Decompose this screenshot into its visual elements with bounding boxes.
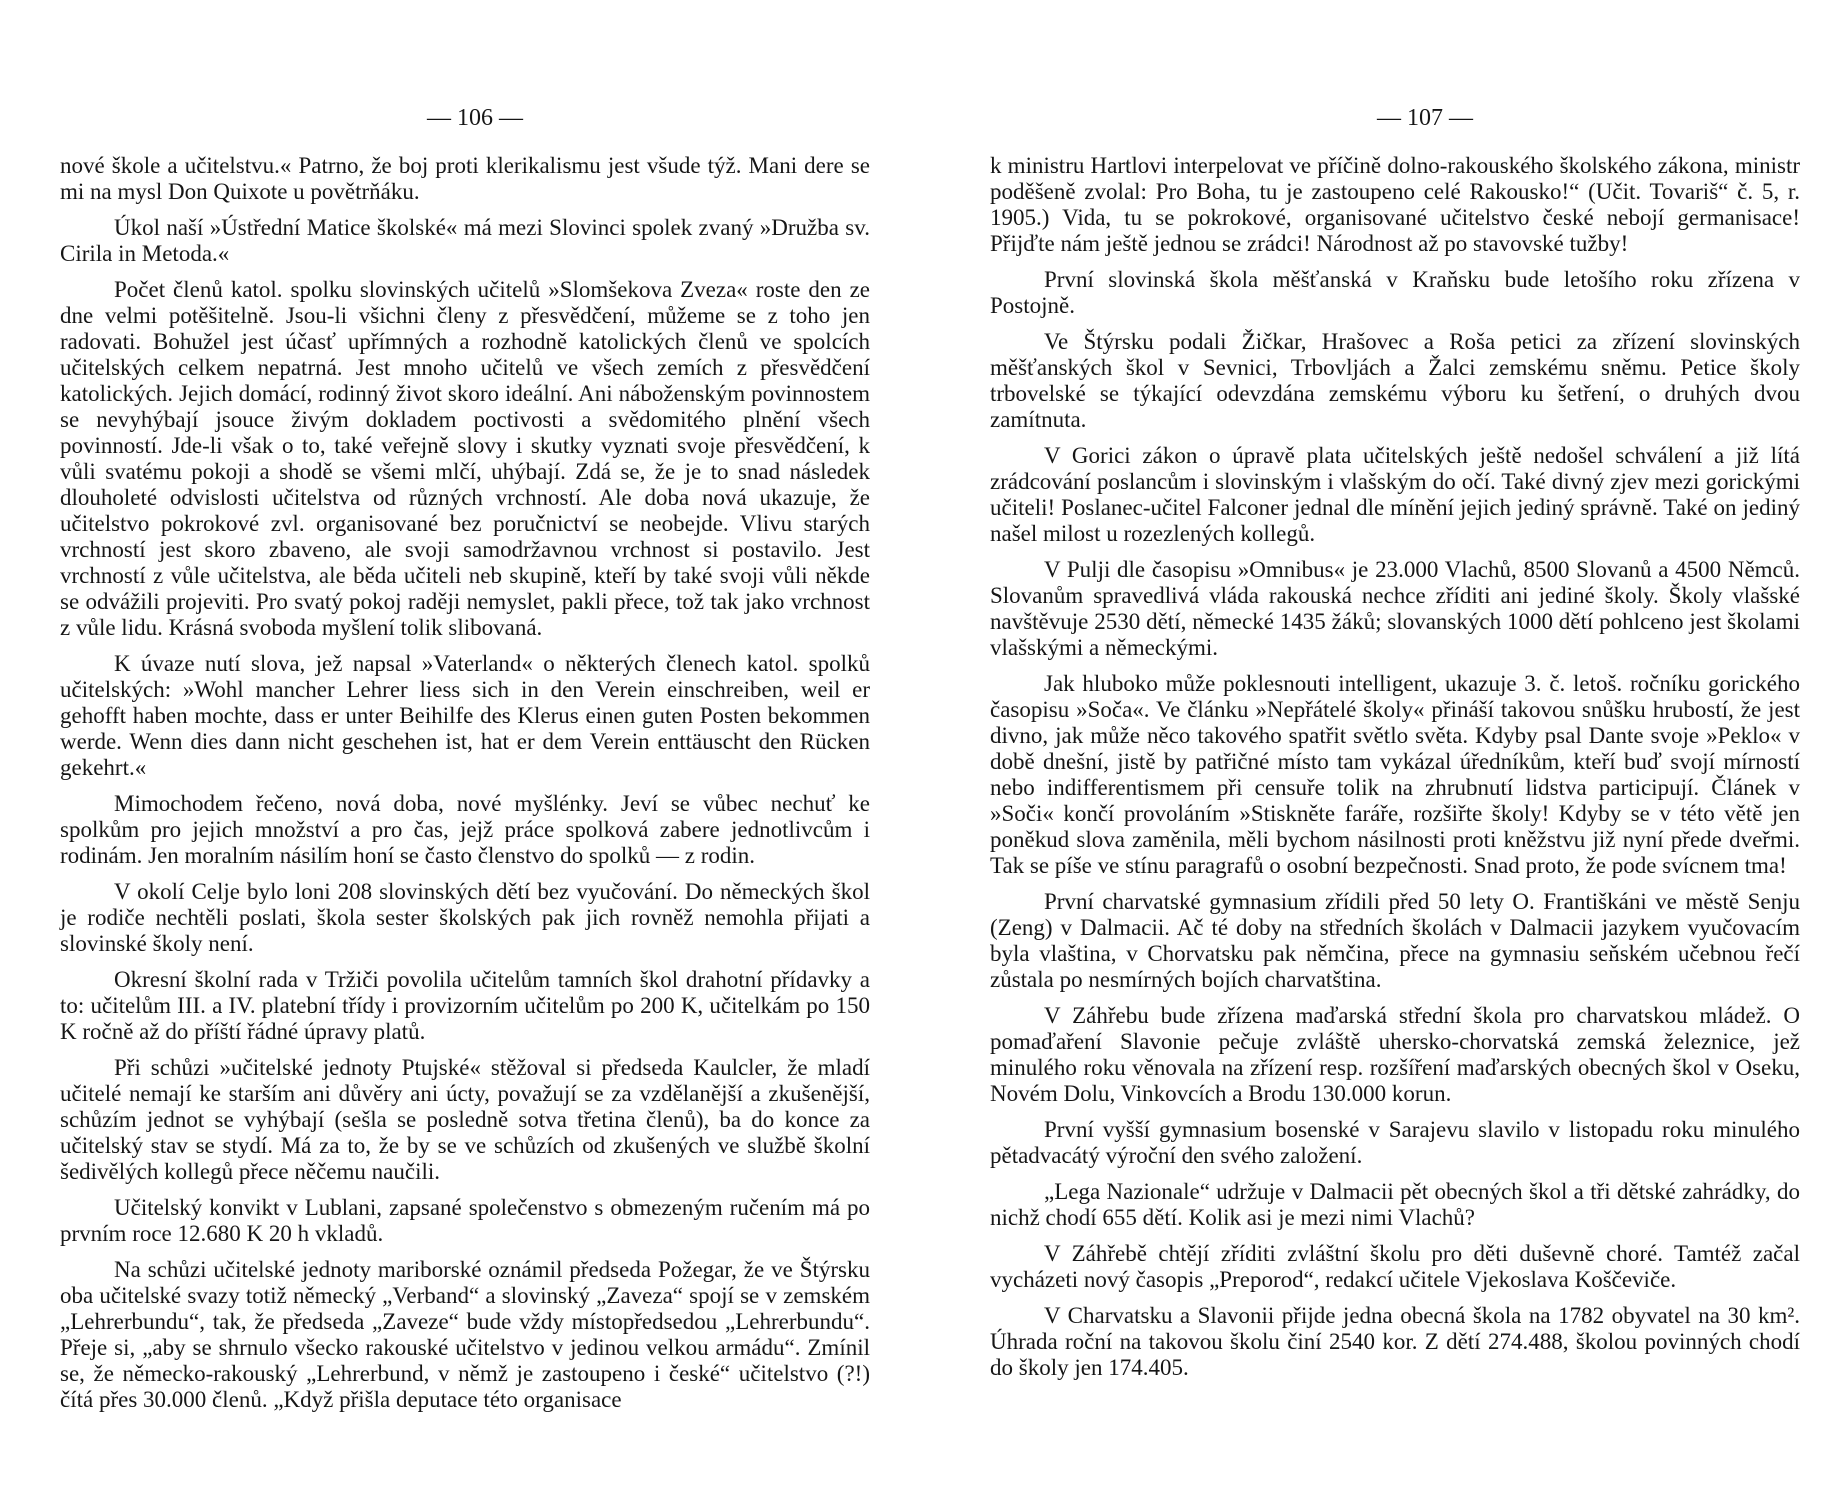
paragraph: Úkol naší »Ústřední Matice školské« má mezi Slovinci spolek zvaný »Družba sv. Cirila in Metoda.« [60,215,870,266]
paragraph: V Záhřebu bude zřízena maďarská střední škola pro charvatskou mládež. O pomaďaření Slavonie pečuje zvláště uhersko-chorvatská zemská železnice, jež minulého roku věnovala na zřízení resp. rozšíření maďarských obecných škol v Oseku, Novém Dolu, Vinkovcích a Brodu 130.000 korun. [990,1003,1800,1106]
paragraph: V okolí Celje bylo loni 208 slovinských dětí bez vyučování. Do německých škol je rodiče nechtěli poslati, škola sester školských pak jich rovněž nemohla přijati a slovinské školy není. [60,879,870,956]
page-number-left: — 106 — [427,105,523,131]
paragraph: V Gorici zákon o úpravě plata učitelských ještě nedošel schválení a již lítá zrádcování poslancům i slovinským i vlašským do očí. Také divný zjev mezi gorickými učiteli! Poslanec-učitel Falconer jednal dle mínění jejich jediný správně. Také on jediný našel milost u rozezlených kollegů. [990,443,1800,546]
paragraph: V Záhřebě chtějí zříditi zvláštní školu pro děti duševně choré. Tamtéž začal vycházeti nový časopis „Preporod“, redakcí učitele Vjekoslava Koščeviče. [990,1241,1800,1292]
paragraph: V Pulji dle časopisu »Omnibus« je 23.000 Vlachů, 8500 Slovanů a 4500 Němců. Slovanům spravedlivá vláda rakouská nechce zříditi ani jediné školy. Školy vlašské navštěvuje 2530 dětí, německé 1435 žáků; slovanských 1000 dětí pohlceno jest školami vlašskými a německými. [990,557,1800,660]
paragraph: Počet členů katol. spolku slovinských učitelů »Slomšekova Zveza« roste den ze dne velmi potěšitelně. Jsou-li všichni členy z přesvědčení, můžeme se z toho jen radovati. Bohužel jest účasť upřímných a rozhodně katolických členů ve spolcích učitelských celkem nepatrná. Jest mnoho učitelů ve všech zemích z přesvědčení katolických. Jejich domácí, rodinný život skoro ideální. Ani náboženským povinnostem se nevyhýbají jsouce živým dokladem poctivosti a svědomitého plnění všech povinností. Jde-li však o to, také veřejně slovy i skutky vyznati svoje přesvědčení, k vůli svatému pokoji a shodě se všemi mlčí, uhýbají. Zdá se, že je to snad následek dlouholeté odvislosti učitelstva od různých vrchností. Ale doba nová ukazuje, že učitelstvo pokrokové zvl. organisované bez poručnictví se neobejde. Vlivu starých vrchností jest skoro zbaveno, ale svoji samodržavnou vrchnost si postavilo. Jest vrchností z vůle učitelstva, ale běda učiteli neb skupině, kteří by také svoji vůli někde se odvážili projeviti. Pro svatý pokoj raději nemyslet, pakli přece, tož tak jako vrchnost z vůle lidu. Krásná svoboda myšlení tolik slibovaná. [60,277,870,640]
paragraph: Na schůzi učitelské jednoty mariborské oznámil předseda Požegar, že ve Štýrsku oba učitelské svazy totiž německý „Verband“ a slovinský „Zaveza“ spojí se v zemském „Lehrerbundu“, tak, že předseda „Zaveze“ bude vždy místopředsedou „Lehrerbundu“. Přeje si, „aby se shrnulo všecko rakouské učitelstvo v jedinou velkou armádu“. Zmínil se, že německo-rakouský „Lehrerbund, v němž je zastoupeno i české“ učitelstvo (?!) čítá přes 30.000 členů. „Když přišla deputace této organisace [60,1257,870,1412]
paragraph: nové škole a učitelstvu.« Patrno, že boj proti klerikalismu jest všude týž. Mani dere se mi na mysl Don Quixote u povětrňáku. [60,153,870,204]
paragraph: První vyšší gymnasium bosenské v Sarajevu slavilo v listopadu roku minulého pětadvacátý výroční den svého založení. [990,1117,1800,1168]
paragraph: Při schůzi »učitelské jednoty Ptujské« stěžoval si předseda Kaulcler, že mladí učitelé nemají ke starším ani důvěry ani úcty, považují se za vzdělanější a zkušenější, schůzím jednot se vyhýbají (sešla se posledně sotva třetina členů), ba do konce za učitelský stav se stydí. Má za to, že by se ve schůzích od zkušených ve službě školní šedivělých kollegů přece něčemu naučili. [60,1055,870,1184]
right-page [990,0,1800,1391]
page-number-right: — 107 — [1377,105,1473,131]
paragraph: K úvaze nutí slova, jež napsal »Vaterland« o některých členech katol. spolků učitelských: »Wohl mancher Lehrer liess sich in den Verein einschreiben, weil er gehofft haben mochte, dass er unter Beihilfe des Klerus einen guten Posten bekommen werde. Wenn dies dann nicht geschehen ist, hat er dem Verein enttäuscht den Rücken gekehrt.« [60,651,870,780]
paragraph: „Lega Nazionale“ udržuje v Dalmacii pět obecných škol a tři dětské zahrádky, do nichž chodí 655 dětí. Kolik asi je mezi nimi Vlachů? [990,1179,1800,1230]
paragraph: Učitelský konvikt v Lublani, zapsané společenstvo s obmezeným ručením má po prvním roce 12.680 K 20 h vkladů. [60,1195,870,1246]
paragraph: Mimochodem řečeno, nová doba, nové myšlénky. Jeví se vůbec nechuť ke spolkům pro jejich množství a pro čas, jejž práce spolková zabere jednotlivcům i rodinám. Jen moralním násilím honí se často členstvo do spolků — z rodin. [60,791,870,868]
paragraph: k ministru Hartlovi interpelovat ve příčině dolno-rakouského školského zákona, ministr poděšeně zvolal: Pro Boha, tu je zastoupeno celé Rakousko!“ (Učit. Tovariš“ č. 5, r. 1905.) Vida, tu se pokrokové, organisované učitelstvo české nebojí germanisace! Přijďte nám ještě jednou se zrádci! Národnost až po stavovské tužby! [990,153,1800,256]
paragraph: Jak hluboko může poklesnouti intelligent, ukazuje 3. č. letoš. ročníku gorického časopisu »Soča«. Ve článku »Nepřátelé školy« přináší takovou snůšku hrubostí, že jest divno, jak může něco takového spatřit světlo světa. Kdyby psal Dante svoje »Peklo« v době dnešní, jistě by patřičné místo tam vykázal úředníkům, kteří buď svojí mírností nebo indifferentismem při censuře tolik na zhrubnutí lidstva participují. Článek v »Soči« končí provoláním »Stiskněte faráře, rozšiřte školy! Kdyby se v této větě jen poněkud slova zaměnila, měli bychom násilnosti proti kněžstvu již nyní přede dveřmi. Tak se píše ve stínu paragrafů o osobní bezpečnosti. Snad proto, že pode svícnem tma! [990,671,1800,878]
left-page [60,0,870,1423]
paragraph: První slovinská škola měšťanská v Kraňsku bude letošího roku zřízena v Postojně. [990,267,1800,318]
paragraph: V Charvatsku a Slavonii přijde jedna obecná škola na 1782 obyvatel na 30 km². Úhrada roční na takovou školu činí 2540 kor. Z dětí 274.488, školou povinných chodí do školy jen 174.405. [990,1303,1800,1380]
paragraph: Okresní školní rada v Tržiči povolila učitelům tamních škol drahotní přídavky a to: učitelům III. a IV. platební třídy i provizorním učitelům po 200 K, učitelkám po 150 K ročně až do příští řádné úpravy platů. [60,967,870,1044]
paragraph: První charvatské gymnasium zřídili před 50 lety O. Františkáni ve městě Senju (Zeng) v Dalmacii. Ač té doby na středních školách v Dalmacii jazykem vyučovacím byla vlaština, v Chorvatsku pak němčina, přece na gymnasiu seňském učebnou řečí zůstala po nesmírných bojích charvatština. [990,889,1800,992]
paragraph: Ve Štýrsku podali Žičkar, Hrašovec a Roša petici za zřízení slovinských měšťanských škol v Sevnici, Trbovljách a Žalci zemskému sněmu. Petice školy trbovelské se týkající odevzdána zemskému výboru ku šetření, o druhých dvou zamítnuta. [990,329,1800,432]
